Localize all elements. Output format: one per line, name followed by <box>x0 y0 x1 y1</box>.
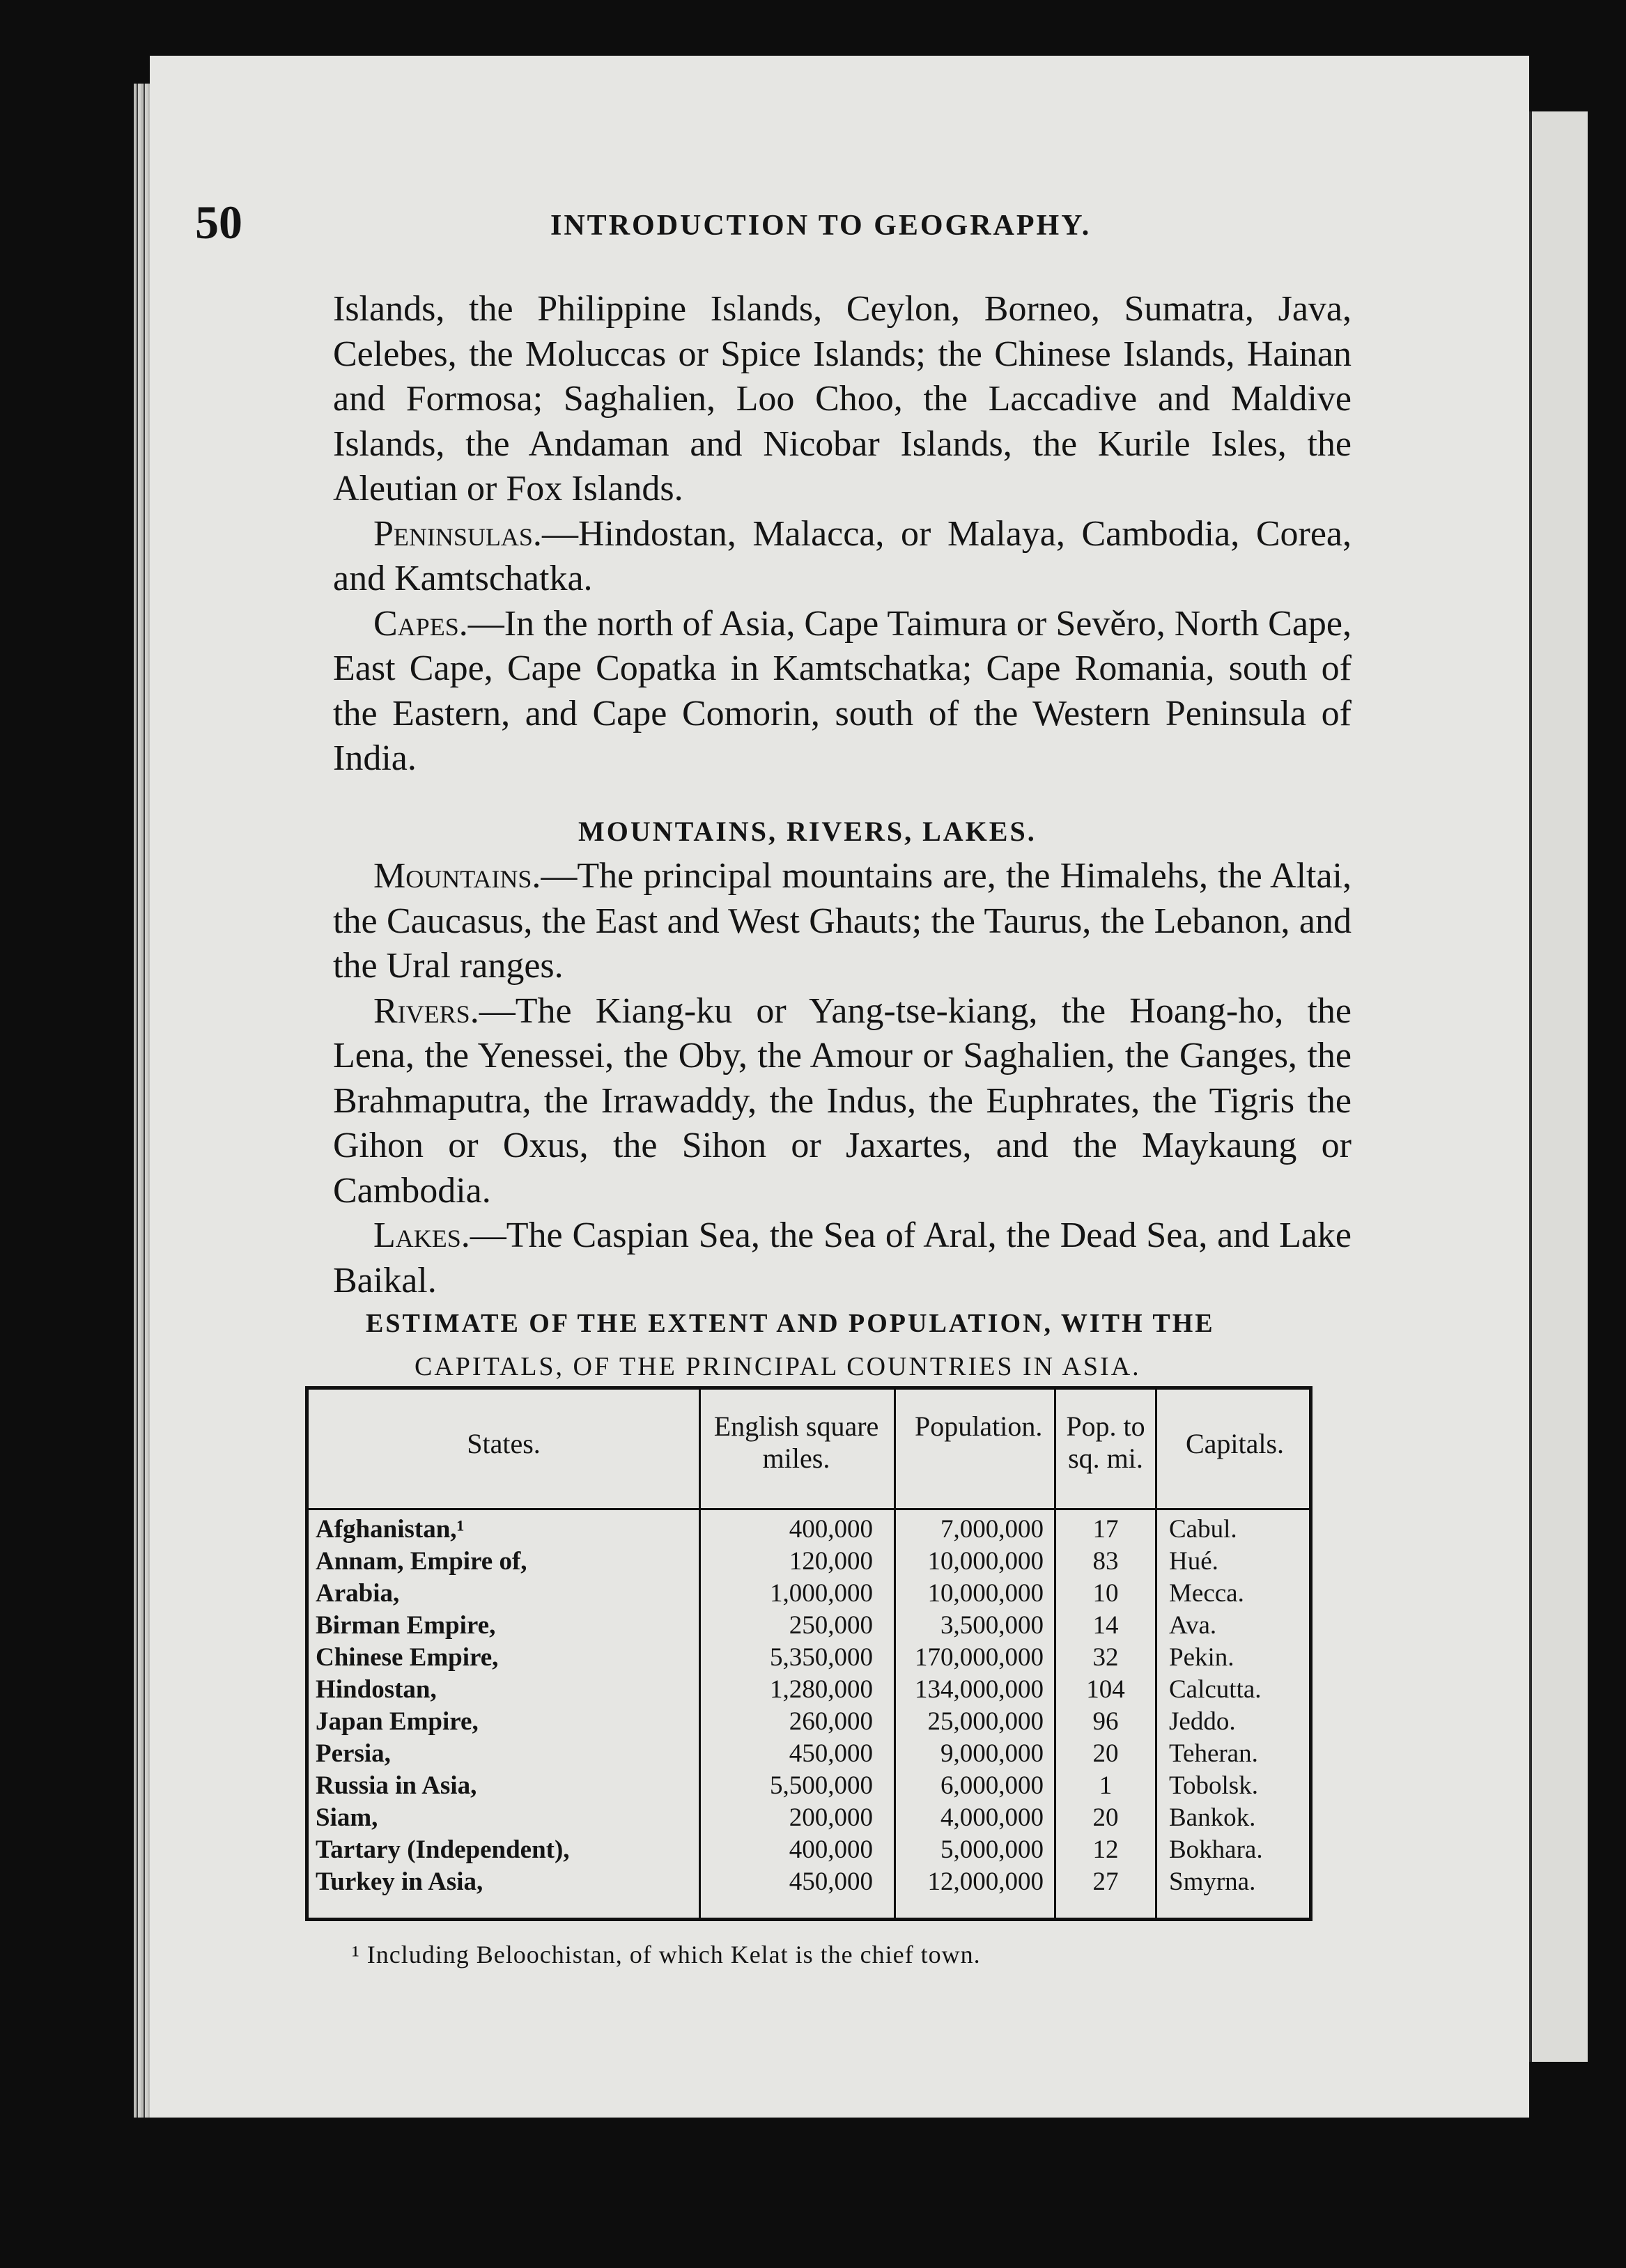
row-population: 10,000,000 <box>927 1547 1044 1576</box>
row-area: 1,000,000 <box>770 1579 873 1608</box>
row-density: 12 <box>1092 1835 1119 1864</box>
page-number: 50 <box>195 196 242 249</box>
row-area: 450,000 <box>789 1739 873 1768</box>
row-capital: Cabul. <box>1169 1515 1237 1544</box>
row-density: 96 <box>1092 1707 1119 1736</box>
row-population: 134,000,000 <box>915 1675 1044 1704</box>
row-state: Japan Empire, <box>316 1707 479 1736</box>
column-divider <box>1054 1390 1056 1918</box>
row-capital: Tobolsk. <box>1169 1771 1258 1800</box>
row-state: Turkey in Asia, <box>316 1867 483 1896</box>
running-title: INTRODUCTION TO GEOGRAPHY. <box>550 210 1092 242</box>
mountains-text: —The principal mountains are, the Himalehs, the Altai, the Caucasus, the East and West Ghauts; the Taurus, the Lebanon, and the Ural ranges. <box>333 856 1352 986</box>
body-text-lower <box>333 854 1352 1303</box>
row-density: 32 <box>1092 1643 1119 1672</box>
row-capital: Bokhara. <box>1169 1835 1263 1864</box>
row-area: 5,500,000 <box>770 1771 873 1800</box>
row-population: 5,000,000 <box>940 1835 1044 1864</box>
section-heading: MOUNTAINS, RIVERS, LAKES. <box>578 816 1037 847</box>
row-density: 104 <box>1086 1675 1125 1704</box>
row-capital: Bankok. <box>1169 1803 1256 1832</box>
row-population: 3,500,000 <box>940 1611 1044 1640</box>
row-density: 20 <box>1092 1739 1119 1768</box>
row-capital: Hué. <box>1169 1547 1218 1576</box>
header-population: Population. <box>915 1411 1043 1442</box>
row-area: 1,280,000 <box>770 1675 873 1704</box>
row-area: 400,000 <box>789 1835 873 1864</box>
row-state: Siam, <box>316 1803 378 1832</box>
header-states: States. <box>467 1428 541 1459</box>
mountains-label: Mountains. <box>373 856 541 896</box>
lakes-label: Lakes. <box>373 1215 470 1255</box>
table-title-line2: CAPITALS, OF THE PRINCIPAL COUNTRIES IN ASIA. <box>415 1352 1141 1381</box>
header-rule <box>309 1508 1309 1510</box>
row-population: 170,000,000 <box>915 1643 1044 1672</box>
row-area: 120,000 <box>789 1547 873 1576</box>
footnote: ¹ Including Beloochistan, of which Kelat is the chief town. <box>352 1941 981 1968</box>
row-state: Hindostan, <box>316 1675 437 1704</box>
row-density: 1 <box>1099 1771 1113 1800</box>
row-population: 25,000,000 <box>927 1707 1044 1736</box>
row-state: Tartary (Independent), <box>316 1835 570 1864</box>
row-density: 27 <box>1092 1867 1119 1896</box>
row-area: 250,000 <box>789 1611 873 1640</box>
row-state: Arabia, <box>316 1579 400 1608</box>
row-capital: Smyrna. <box>1169 1867 1256 1896</box>
row-density: 83 <box>1092 1547 1119 1576</box>
row-capital: Mecca. <box>1169 1579 1244 1608</box>
row-capital: Calcutta. <box>1169 1675 1262 1704</box>
peninsulas-label: Peninsulas. <box>373 513 542 554</box>
row-area: 260,000 <box>789 1707 873 1736</box>
islands-paragraph: Islands, the Philippine Islands, Ceylon, Borneo, Sumatra, Java, Celebes, the Moluccas or Spice Islands; the Chinese Islands, Hainan and Formosa; Saghalien, Loo Choo, the Laccadive and Maldive Islands, the Andaman and Nicobar Islands, the Kurile Isles, the Aleutian or Fox Islands. <box>333 289 1352 508</box>
facing-page-edge <box>1529 111 1588 2062</box>
row-population: 4,000,000 <box>940 1803 1044 1832</box>
row-area: 5,350,000 <box>770 1643 873 1672</box>
row-state: Persia, <box>316 1739 391 1768</box>
row-area: 400,000 <box>789 1515 873 1544</box>
row-population: 12,000,000 <box>927 1867 1044 1896</box>
mountains-paragraph <box>333 854 1352 989</box>
row-state: Annam, Empire of, <box>316 1547 527 1576</box>
rivers-label: Rivers. <box>373 991 479 1031</box>
row-capital: Teheran. <box>1169 1739 1258 1768</box>
header-capitals: Capitals. <box>1185 1428 1285 1459</box>
peninsulas-text: —Hindostan, Malacca, or Malaya, Cambodia, Corea, and Kamtschatka. <box>333 513 1352 598</box>
row-state: Birman Empire, <box>316 1611 496 1640</box>
lakes-paragraph <box>333 1213 1352 1303</box>
column-divider <box>894 1390 896 1918</box>
row-state: Afghanistan,¹ <box>316 1515 465 1544</box>
row-population: 10,000,000 <box>927 1579 1044 1608</box>
row-population: 7,000,000 <box>940 1515 1044 1544</box>
rivers-text: —The Kiang-ku or Yang-tse-kiang, the Hoang-ho, the Lena, the Yenessei, the Oby, the Amour or Saghalien, the Ganges, the Brahmaputra, the Irrawaddy, the Indus, the Euphrates, the Tigris the Gihon or Oxus, the Sihon or Jaxartes, and the Maykaung or Cambodia. <box>333 991 1352 1211</box>
row-capital: Jeddo. <box>1169 1707 1236 1736</box>
header-density: Pop. to sq. mi. <box>1066 1411 1145 1474</box>
row-density: 10 <box>1092 1579 1119 1608</box>
capes-paragraph <box>333 602 1352 782</box>
row-state: Russia in Asia, <box>316 1771 477 1800</box>
table-title-line1: ESTIMATE OF THE EXTENT AND POPULATION, WITH THE <box>366 1309 1215 1338</box>
population-table <box>305 1386 1313 1921</box>
header-area: English square miles. <box>713 1411 879 1474</box>
row-density: 20 <box>1092 1803 1119 1832</box>
rivers-paragraph <box>333 989 1352 1214</box>
peninsulas-paragraph <box>333 512 1352 602</box>
column-divider <box>699 1390 701 1918</box>
capes-label: Capes. <box>373 603 468 644</box>
row-population: 9,000,000 <box>940 1739 1044 1768</box>
row-state: Chinese Empire, <box>316 1643 499 1672</box>
row-area: 200,000 <box>789 1803 873 1832</box>
body-text-upper <box>333 287 1352 782</box>
row-population: 6,000,000 <box>940 1771 1044 1800</box>
lakes-text: —The Caspian Sea, the Sea of Aral, the Dead Sea, and Lake Baikal. <box>333 1215 1352 1300</box>
capes-text: —In the north of Asia, Cape Taimura or Sevěro, North Cape, East Cape, Cape Copatka in Kamtschatka; Cape Romania, south of the Eastern, and Cape Comorin, south of the Western Peninsula of India. <box>333 603 1352 778</box>
column-divider <box>1155 1390 1157 1918</box>
row-capital: Pekin. <box>1169 1643 1234 1672</box>
row-density: 14 <box>1092 1611 1119 1640</box>
row-area: 450,000 <box>789 1867 873 1896</box>
row-capital: Ava. <box>1169 1611 1217 1640</box>
row-density: 17 <box>1092 1515 1119 1544</box>
